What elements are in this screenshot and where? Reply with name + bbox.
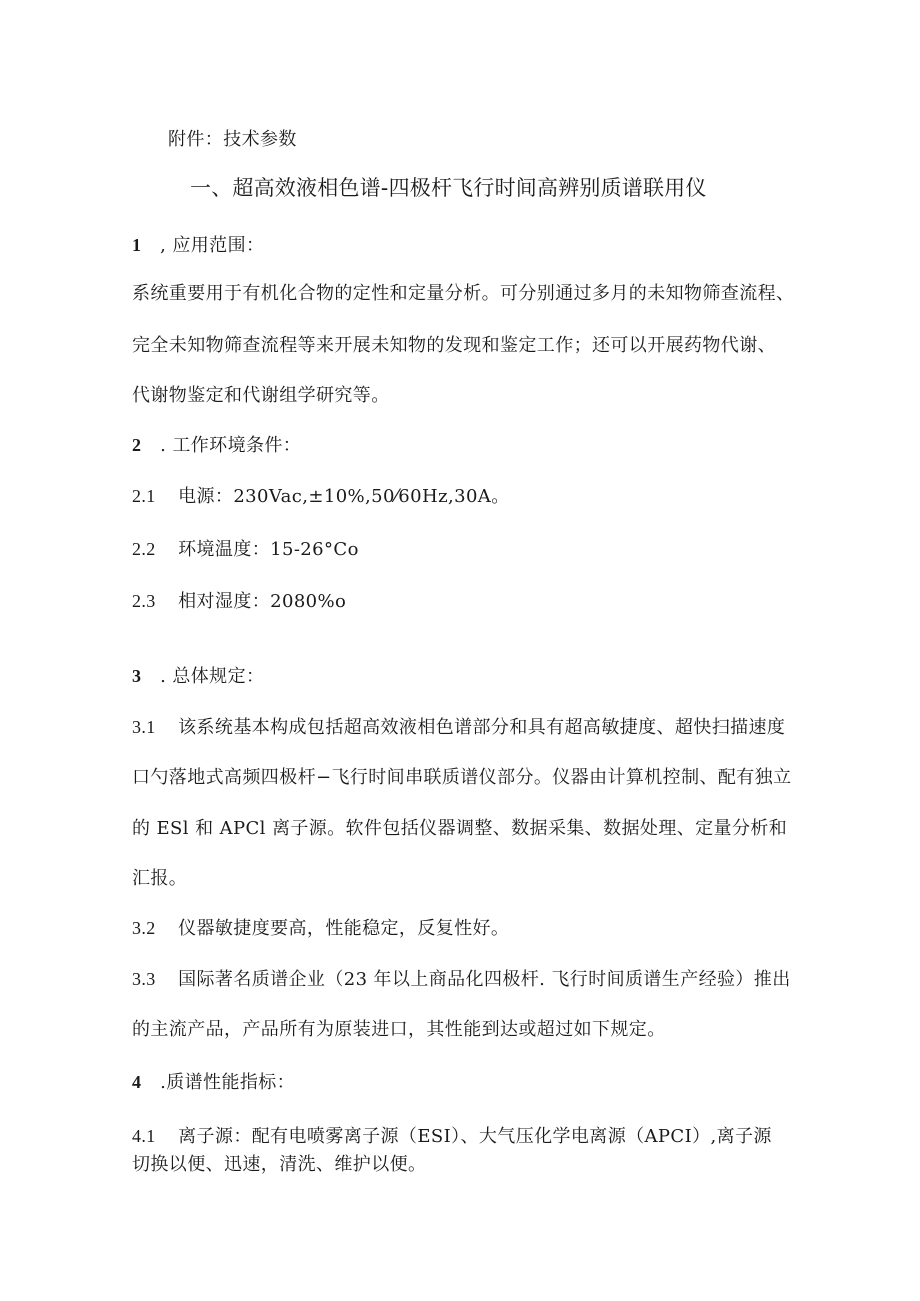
item-4-1 — [132, 1124, 772, 1149]
section-1-body-line: 系统重要用于有机化合物的定性和定量分析。可分别通过多月的未知物筛查流程、 — [132, 283, 795, 304]
item-3-1 — [132, 715, 785, 740]
item-3-2 — [132, 916, 509, 941]
item-number: 2.1 — [132, 486, 156, 506]
item-text: 该系统基本构成包括超高效液相色谱部分和具有超高敏捷度、超快扫描速度 — [178, 717, 786, 738]
section-1-body-line: 代谢物鉴定和代谢组学研究等。 — [132, 385, 390, 406]
attachment-label: 附件：技术参数 — [168, 129, 297, 150]
item-3-1-continuation: 口勺落地式高频四极杆−飞行时间串联质谱仪部分。仪器由计算机控制、配有独立 — [132, 767, 792, 788]
item-2-3 — [132, 589, 346, 614]
document-title: 一、超高效液相色谱-四极杆飞行时间高辨别质谱联用仪 — [190, 176, 707, 200]
section-heading-text: , 应用范围： — [160, 235, 265, 256]
item-3-3-continuation: 的主流产品，产品所有为原装进口，其性能到达或超过如下规定。 — [132, 1019, 666, 1040]
item-number: 3.1 — [132, 717, 156, 737]
section-heading-text: . 工作环境条件： — [160, 435, 302, 456]
item-number: 3.3 — [132, 969, 156, 989]
item-text: 离子源：配有电喷雾离子源（ESI）、大气压化学电离源（APCI）,离子源 — [178, 1126, 772, 1147]
item-text: 电源：230Vac,±10%,50⁄60Hz,30A。 — [178, 486, 510, 507]
item-3-1-continuation: 汇报。 — [132, 868, 188, 889]
item-number: 3.2 — [132, 918, 156, 938]
section-1-body-line: 完全未知物筛查流程等来开展未知物的发现和鉴定工作；还可以开展药物代谢、 — [132, 335, 776, 356]
section-3-heading — [132, 664, 264, 689]
item-2-1 — [132, 484, 510, 509]
section-heading-text: . 总体规定： — [160, 666, 265, 687]
item-text: 仪器敏捷度要高，性能稳定，反复性好。 — [178, 918, 510, 939]
section-heading-text: .质谱性能指标： — [160, 1072, 296, 1093]
section-1-heading — [132, 233, 264, 258]
section-4-heading — [132, 1070, 295, 1095]
section-number: 3 — [132, 666, 142, 686]
item-text: 环境温度：15-26°Co — [178, 539, 359, 560]
item-2-2 — [132, 537, 359, 562]
item-number: 4.1 — [132, 1126, 156, 1146]
item-3-3 — [132, 967, 791, 992]
item-4-1-continuation: 切换以便、迅速，清洗、维护以便。 — [132, 1154, 427, 1175]
item-number: 2.2 — [132, 539, 156, 559]
item-number: 2.3 — [132, 591, 156, 611]
section-number: 2 — [132, 435, 142, 455]
section-number: 4 — [132, 1072, 142, 1092]
item-text: 相对湿度：2080%o — [178, 591, 347, 612]
item-3-1-continuation: 的 ESl 和 APCl 离子源。软件包括仪器调整、数据采集、数据处理、定量分析和 — [132, 818, 788, 839]
section-number: 1 — [132, 235, 142, 255]
section-2-heading — [132, 433, 301, 458]
item-text: 国际著名质谱企业（23 年以上商品化四极杆. 飞行时间质谱生产经验）推出 — [178, 969, 791, 990]
